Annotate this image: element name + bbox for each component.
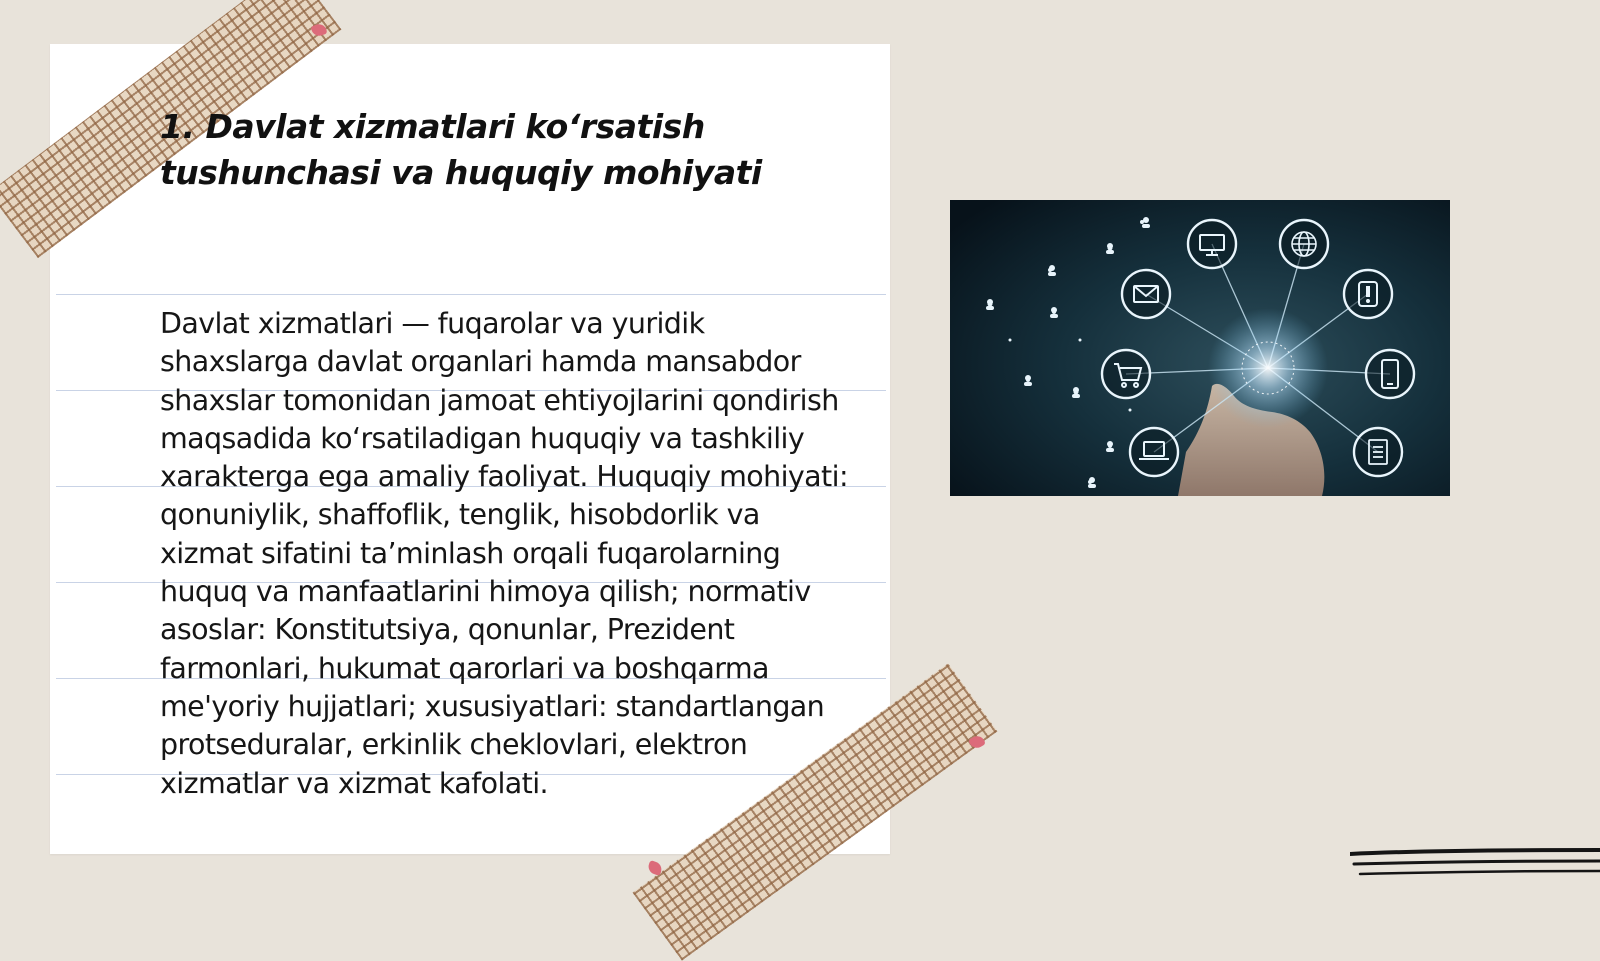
ruled-line [56,294,886,295]
globe-glow [1208,308,1328,428]
network-illustration [950,200,1450,496]
slide-title: 1. Davlat xizmatlari ko‘rsatish tushunchasi va huquqiy mohiyati [160,107,762,192]
decorative-brush-lines [1350,846,1600,886]
slide-body-text: Davlat xizmatlari — fuqarolar va yuridik shaxslarga davlat organlari hamda mansabdor shaxslar tomonidan jamoat ehtiyojlarini qondirish maqsadida ko‘rsatiladigan huquqiy va tashkiliy xarakterga ega amaliy faoliyat. Huquqiy mohiyati: qonuniylik, shaffoflik, tenglik, hisobdorlik va xizmat sifatini ta’minlash orqali fuqarolarning huquq va manfaatlarini himoya qilish; normativ asoslar: Konstitutsiya, qonunlar, Prezident farmonlari, hukumat qarorlari va boshqarma me'yoriy hujjatlari; xususiyatlari: standartlangan protseduralar, erkinlik cheklovlari, elektron xizmatlar va xizmat kafolati. [160,307,848,800]
